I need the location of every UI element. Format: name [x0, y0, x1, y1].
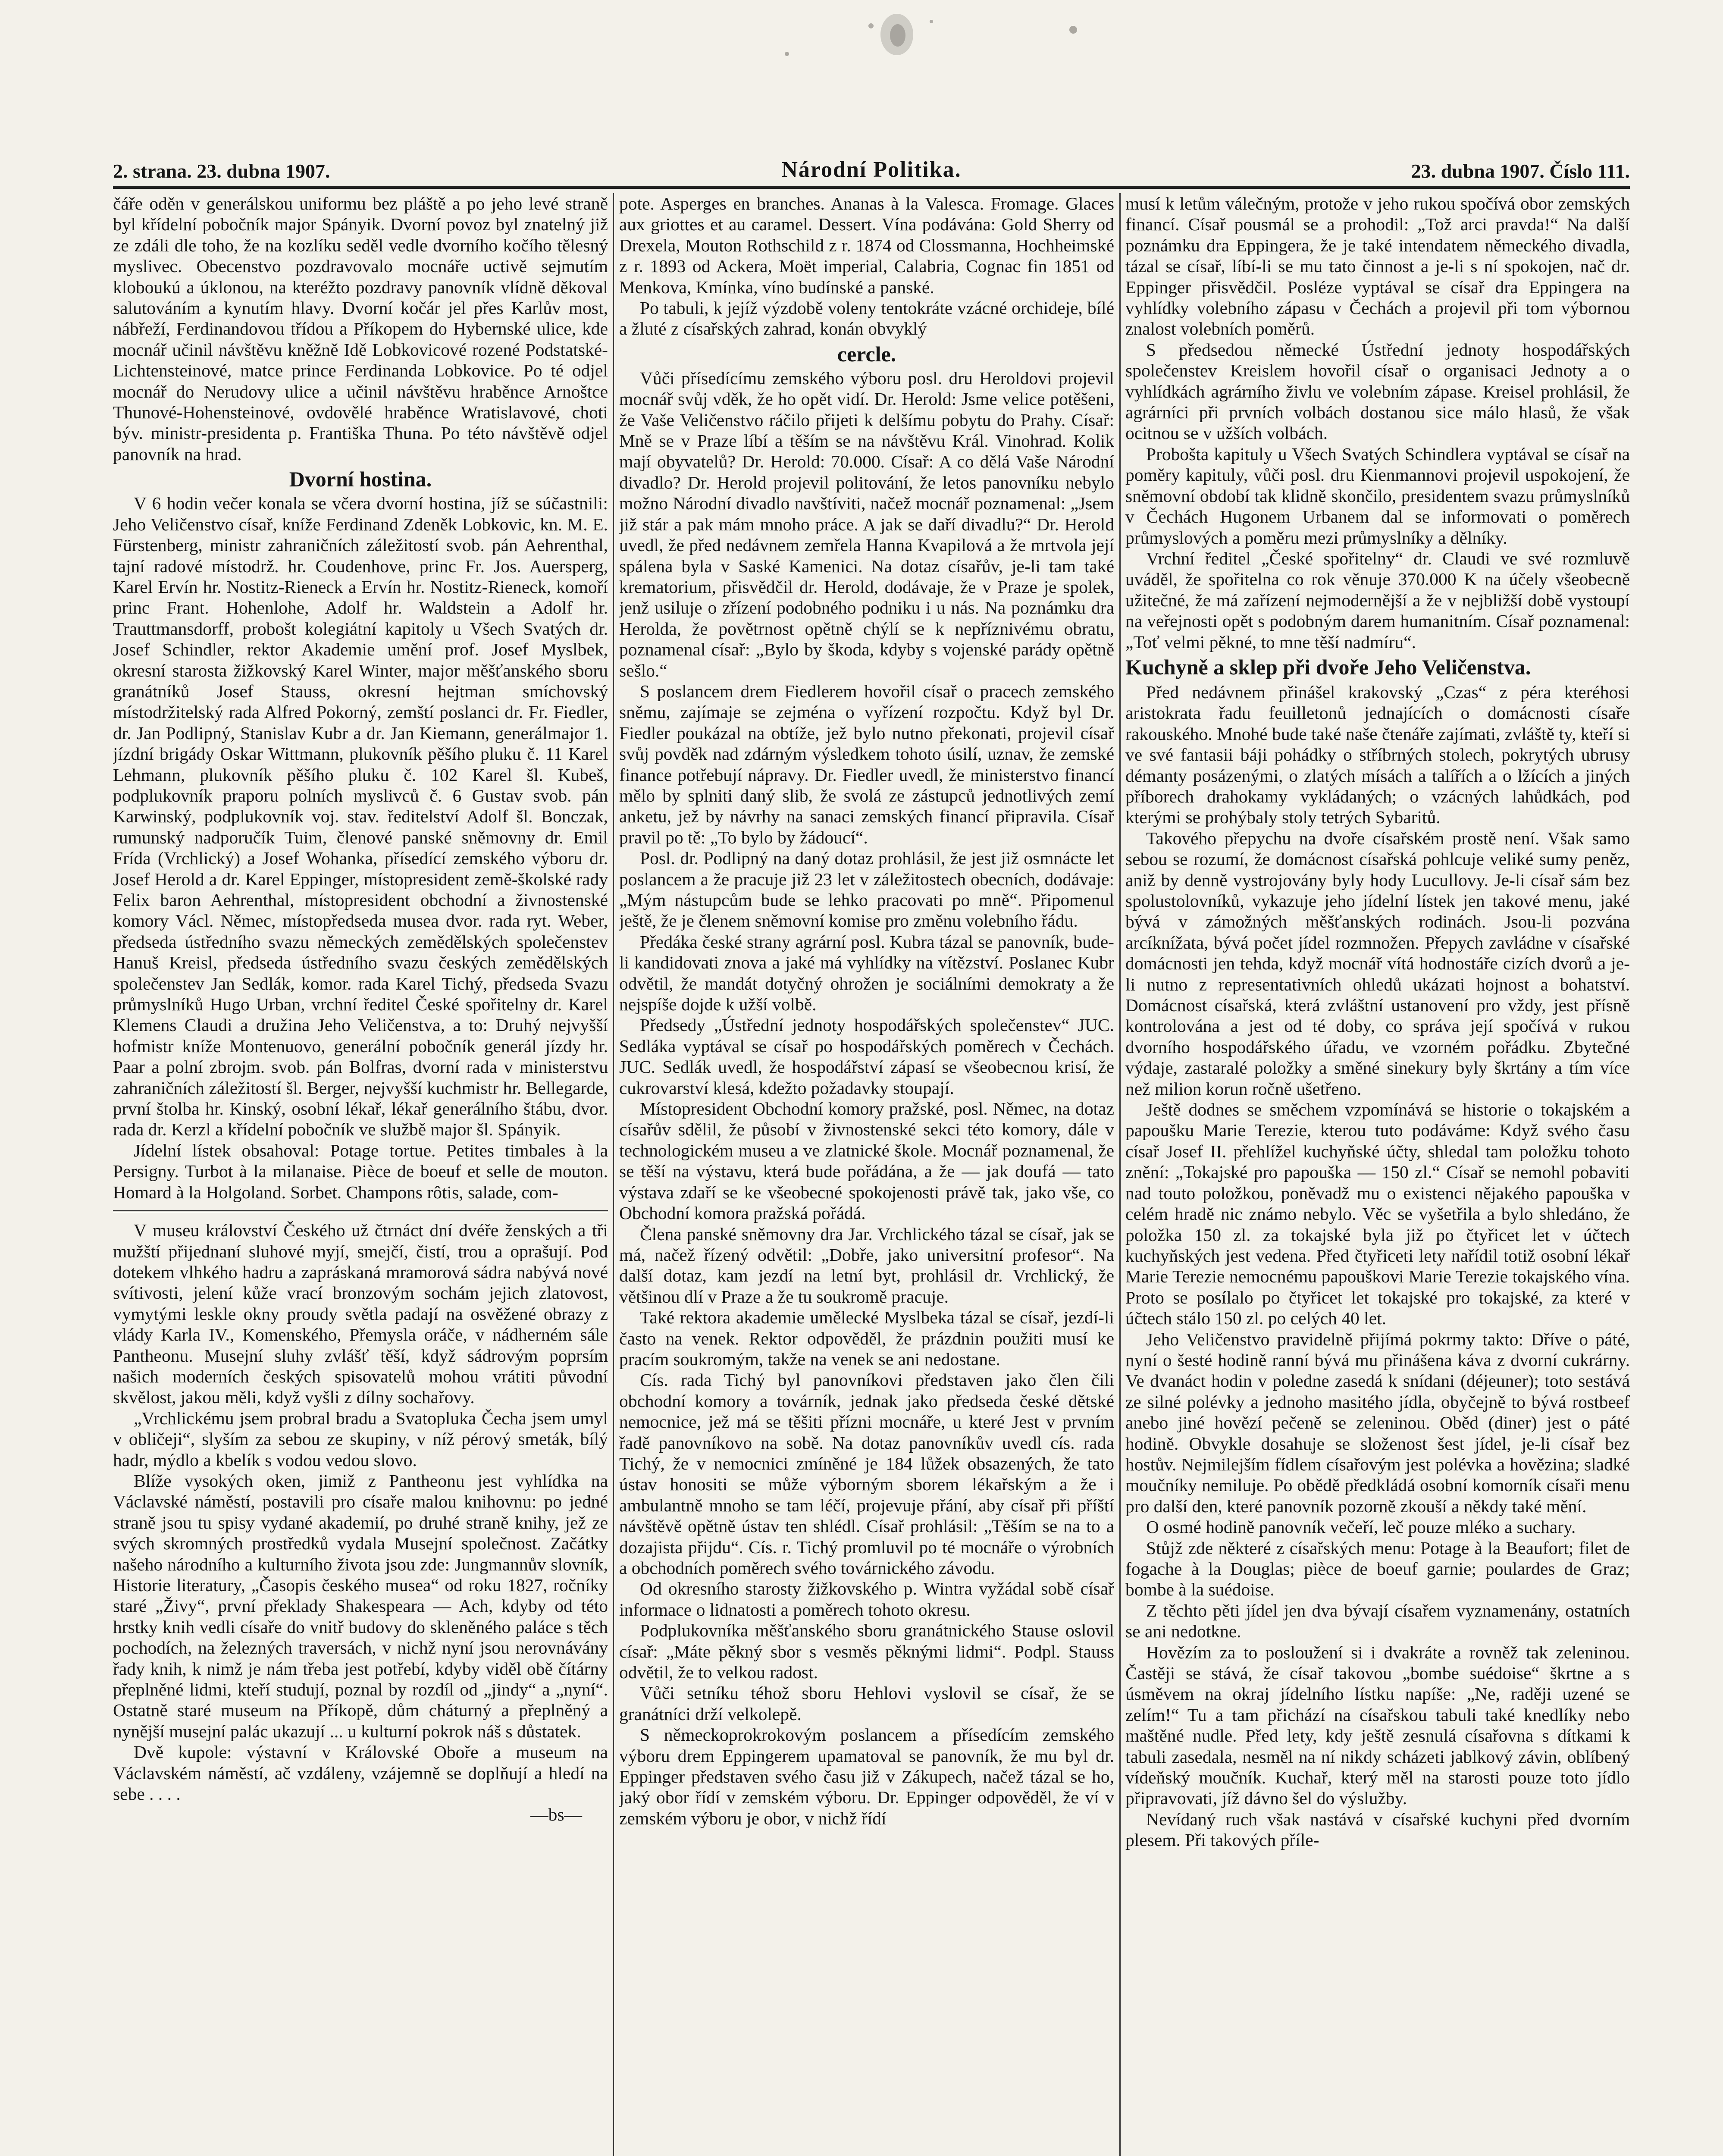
paragraph: O osmé hodině panovník večeří, leč pouze mléko a suchary.	[1146, 1517, 1576, 1537]
header-rule	[113, 186, 1630, 189]
paragraph: Ještě dodnes se směchem vzpomínává se historie o tokajském a papoušku Marie Terezie, kterou tuto podáváme: Když svého času císař Josef II. přehlížel kuchyňské účty, shledal tam položku tohoto znění: „Tokajské pro papouška — 150 zl.“ Císař se nemohl pobaviti nad touto položkou, poněvadž mu o existenci nějakého papouška v celém hradě nic známo nebylo. Věc se vyšetřila a bylo shledáno, že položka 150 zl. za tokajské byla již po čtyřicet let v účtech kuchyňských jest vedena. Před čtyřiceti lety nařídil totiž osobní lékař Marie Terezie nemocnému papouškovi Marie Terezie tokajského vína. Proto se posílalo po čtyřicet let tokajské pro tokajské, za které v účtech stálo 150 zl. po celých 40 let.	[1125, 1100, 1630, 1329]
scan-speck	[785, 52, 789, 56]
header-date-issue: 23. dubna 1907. Číslo 111.	[1411, 160, 1630, 182]
paragraph: Z těchto pěti jídel jen dva bývají císařem vyznamenány, ostatních se ani nedotkne.	[1125, 1600, 1630, 1642]
paragraph: Blíže vysokých oken, jimiž z Pantheonu jest vyhlídka na Václavské náměstí, postavili pro císaře malou knihovnu: po jedné straně jsou tu spisy vydané akademií, po druhé straně knihy, jež ze svých skromných prostředků vydala Musejní společnost. Začátky našeho národního a kulturního života jsou zde: Jungmannův slovník, Historie literatury, „Časopis českého musea“ od roku 1827, ročníky staré „Živy“, první překlady Shakespeara — Ach, kdyby od této hrstky knih vedli císaře do vnitř budovy do skleněného paláce s těch pochodích, na železných traversách, v nichž nyní jsou nerovnávány řady knih, k nimž je nám třeba jest potřebí, kdyby viděl obě čítárny přeplněné lidmi, kteří studují, poznal by rozdíl od „jindy“ a „nyní“. Ostatně staré museum na Příkopě, dům cháturný a přeplněný a nynější musejní palác ukazují ... u kulturní pokrok náš s důstatek.	[113, 1470, 608, 1741]
paragraph: Stůjž zde některé z císařských menu: Potage à la Beaufort; filet de fogache à la Douglas; pièce de boeuf garnie; poulardes de Graz; bombe à la suédoise.	[1125, 1538, 1630, 1600]
paragraph: Nevídaný ruch však nastává v císařské kuchyni před dvorním plesem. Při takových příle-	[1125, 1809, 1630, 1850]
paragraph: Hovězím za to posloužení si i dvakráte a rovněž tak zeleninou. Častěji se stává, že císař takovou „bombe suédoise“ škrtne a s úsměvem na okraj jídelního lístku napíše: „Ne, raději uzené se zelím!“ Tu a tam přichází na císařskou tabuli také knedlíky nebo maštěné nudle. Před lety, kdy ještě zesnulá císařovna s dítkami k tabuli zasedala, nesměl na ní nikdy scházeti jablkový závin, oblíbený vídeňský moučník. Kuchař, který měl na starosti pouze toto jídlo připravovati, jíž dávno šel do výslužby.	[1125, 1642, 1630, 1808]
page-header	[113, 152, 1630, 186]
paragraph: V 6 hodin večer konala se včera dvorní hostina, jíž se súčastnili: Jeho Veličenstvo císař, kníže Ferdinand Zdeněk Lobkovic, kn. M. E. Fürstenberg, ministr zahraničních záležitostí svob. pán Aehrenthal, tajní radové místodrž. hr. Coudenhove, princ Fr. Jos. Auersperg, Karel Ervín hr. Nostitz-Rieneck a Ervín hr. Nostitz-Rieneck, komoří princ Frant. Hohenlohe, Adolf hr. Waldstein a Adolf hr. Trauttmansdorff, probošt kolegiátní kapitoly u Všech Svatých dr. Josef Schindler, rektor Akademie umění prof. Josef Myslbek, okresní starosta žižkovský Karel Winter, major měšťanského sboru granátníků Josef Stauss, okresní hejtman smíchovský místodržitelský rada Alfred Pokorný, zemští poslanci dr. Fr. Fiedler, dr. Jan Podlipný, Stanislav Kubr a dr. Jan Kiemann, generálmajor 1. jízdní brigády Oskar Wittmann, plukovník pěšího pluku č. 11 Karel Lehmann, plukovník pěšího pluku č. 102 Karel šl. Kubeš, podplukovník praporu polních myslivců č. 6 Gustav svob. pán Karwinský, podplukovník voj. stav. ředitelství Adolf šl. Bonczak, rumunský nadporučík Tuim, členové panské sněmovny dr. Emil Frída (Vrchlický) a Josef Wohanka, přísedící zemského výboru dr. Josef Herold a dr. Karel Eppinger, místopresident země-školské rady Felix baron Aehrenthal, místopresident obchodní a živnostenské komory Václ. Němec, místopředseda musea dvor. rada ryt. Weber, předseda ústředního svazu německých zemědělských společenstev Hanuš Kreisl, předseda ústředního svazu českých zemědělských společenstev Jan Sedlák, komor. rada Karel Tichý, předseda Svazu průmyslníků Hugo Urban, vrchní ředitel České spořitelny dr. Karel Klemens Claudi a družina Jeho Veličenstva, a to: Druhý nejvyšší hofmistr kníže Montenuovo, generální pobočník generál jízdy hr. Paar a polní zbrojm. svob. pán Bolfras, dvorní rada v ministerstvu zahraničních záležitostí šl. Berger, nejvyšší kuchmistr hr. Bellegarde, první štolba hr. Kinský, osobní lékař, lékař generálního štábu, dvor. rada dr. Kerzl a křídelní pobočník ve službě major šl. Spányik.	[113, 493, 608, 1140]
paragraph: Posl. dr. Podlipný na daný dotaz prohlásil, že jest již osmnácte let poslancem a že pracuje již 23 let v záležitostech obecních, dodávaje: „Mým nástupcům bude se lehko pracovati po mně“. Připomenul ještě, že je členem sněmovní komise pro změnu volebního řádu.	[619, 848, 1114, 931]
section-heading-cercle: cercle.	[837, 342, 896, 366]
column-3	[1125, 193, 1630, 2156]
author-signature: —bs—	[530, 1805, 582, 1825]
paragraph: S německoprokrokovým poslancem a přísedícím zemského výboru drem Eppingerem upamatoval se panovník, že mu byl dr. Eppinger představen svého času již v Zákupech, načež tázal se ho, jaký obor řídí v zemském výboru. Dr. Eppinger odpověděl, že ví v zemském výboru je obor, v nichž řídí	[619, 1725, 1114, 1828]
paragraph: Vůči přísedícímu zemského výboru posl. dru Heroldovi projevil mocnář svůj vděk, že ho opět vidí. Dr. Herold: Jsme velice potěšeni, že Vaše Veličenstvo ráčilo přijeti k delšímu pobytu do Prahy. Císař: Mně se v Praze líbí a těším se na návštěvu Král. Vinohrad. Kolik mají obyvatelů? Dr. Herold: 70.000. Císař: A co dělá Vaše Národní divadlo? Dr. Herold projevil politování, že letos panovníku nebylo možno Národní divadlo navštíviti, načež mocnář poznamenal: „Jsem již stár a pak mám mnoho práce. A jak se daří divadlu?“ Dr. Herold uvedl, že před nedávnem zemřela Hanna Kvapilová a že mrtvola její spálena byla v Saské Kamenici. Na dotaz císařův, je-li tam také krematorium, přisvědčil dr. Herold, dodávaje, že v Praze je spolek, jenž usiluje o zřízení podobného podniku i u nás. Na poznámku dra Herolda, že povětrnost opětně chýlí se k nepříznivému obratu, poznamenal císař: „Bylo by škoda, kdyby s vojenské parády opětně sešlo.“	[619, 368, 1114, 680]
paragraph: Vrchní ředitel „České spořitelny“ dr. Claudi ve své rozmluvě uváděl, že spořitelna co rok věnuje 370.000 K na účely všeobecně užitečné, že má zařízení nejmodernější a že v nejbližší době vystoupí na veřejnosti opět s podobným darem humanitním. Císař poznamenal: „Toť velmi pěkné, to mne těší nadmíru“.	[1125, 548, 1630, 652]
paragraph: Také rektora akademie umělecké Myslbeka tázal se císař, jezdí-li často na venek. Rektor odpověděl, že prázdnin použiti musí ke pracím soukromým, takže na venek se ani nedostane.	[619, 1307, 1114, 1369]
paragraph: Od okresního starosty žižkovského p. Wintra vyžádal sobě císař informace o lidnatosti a poměrech tohoto okresu.	[619, 1579, 1114, 1620]
column-2	[619, 193, 1114, 2156]
section-heading-kuchyne: Kuchyně a sklep při dvoře Jeho Veličenstva.	[1125, 655, 1531, 679]
paragraph: Probošta kapituly u Všech Svatých Schindlera vyptával se císař na poměry kapituly, vůči posl. dru Kienmannovi projevil uspokojení, že sněmovní období tak klidně skončilo, presidentem svazu průmyslníků v Čechách Hugonem Urbanem dal se informovati o poměrech průmyslových a poměru mezi průmyslníky a dělníky.	[1125, 444, 1630, 548]
header-date-left: 2. strana. 23. dubna 1907.	[113, 160, 330, 182]
paragraph: „Vrchlickému jsem probral bradu a Svatopluka Čecha jsem umyl v obličeji“, slyším za sebou ze skupiny, v níž pérový smeták, bílý hadr, mýdlo a kbelík s vodou vedou slovo.	[113, 1408, 608, 1470]
paragraph: Cís. rada Tichý byl panovníkovi představen jako člen čili obchodní komory a továrník, jednak jako předseda české dětské nemocnice, jež má se těšiti přízni mocnáře, u které Jest v prvním řadě panovníkovo na sobě. Na dotaz panovníkův uvedl cís. rada Tichý, že v nemocnici zmíněné je 184 lůžek obsazených, že tato ústav honositi se může výborným sborem lékařským a že i ambulantně mnoho se tam léčí, projevuje přání, aby císař při příští návštěvě opětně ústav ten shlédl. Císař prohlásil: „Těším se na to a dozajista přijdu“. Cís. r. Tichý promluvil po té mocnáře o výrobních a obchodních poměrech svého továrnického závodu.	[619, 1370, 1114, 1578]
paragraph: V museu království Českého už čtrnáct dní dvéře ženských a tři mužští přijednaní sluhové myjí, smejčí, čistí, trou a oprašují. Pod dotekem vlhkého hadru a zapráskaná mramorová sádra nabývá nové svítivosti, jelení kůže vrací bronzovým sochám jejich zlatovost, vymytými leskle okny proudy světla padají na osvěžené obrazy z vlády Karla IV., Komenského, Přemysla oráče, v nádherném sále Pantheonu. Musejní sluhy zvlášť těší, když sádrovým poprsím našich moderních českých spisovatelů mohou vrátiti původní skvělost, jakou měli, když vyšli z dílny sochařovy.	[113, 1220, 608, 1407]
paragraph: Podplukovníka měšťanského sboru granátnického Stause oslovil císař: „Máte pěkný sbor s vesměs pěknými lidmi“. Podpl. Stauss odvětil, že to velkou radost.	[619, 1620, 1114, 1683]
paragraph: čáře oděn v generálskou uniformu bez pláště a po jeho levé straně byl křídelní pobočník major Spányik. Dvorní povoz byl znatelný již ze zdáli dle toho, že na kozlíku seděl vedle dvorního kočího tělesný myslivec. Obecenstvo pozdravovalo mocnáře uctivě sejmutím kloboukú a úklonou, na kteréžto pozdravy panovník vlídně děkoval salutováním a kynutím hlavy. Dvorní kočár jel přes Karlův most, nábřeží, Ferdinandovou třídou a Příkopem do Hybernské ulice, kde mocnář učinil návštěvu kněžně Idě Lobkovicové rozené Podstatské-Lichtensteinové, matce prince Ferdinanda Lobkovice. Po té odjel mocnář do Nerudovy ulice a učinil návštěvu hraběnce Arnoštce Thunové-Hohensteinové, ovdovělé hraběnce Wratislavové, choti býv. ministr-presidenta p. Františka Thuna. Po této návštěvě odjel panovník na hrad.	[113, 194, 608, 464]
paragraph: Před nedávnem přinášel krakovský „Czas“ z péra kteréhosi aristokrata řadu feuilletonů jednajících o domácnosti císaře rakouského. Mnohé bude také naše čtenáře zajímati, zvláště ty, kteří si ve své fantasii báji pohádky o stříbrných stolech, pokrytých ubrusy démanty posázenými, o zlatých mísách a talířích a o lžících a jiných příborech drahokamy vykládaných; o vzácných lahůdkách, pod kterými se prohýbaly stoly tetrých Sybaritů.	[1125, 682, 1630, 827]
section-heading-dvorni-hostina: Dvorní hostina.	[289, 467, 432, 492]
column-divider-2	[1119, 193, 1121, 2156]
scan-speck	[1069, 26, 1077, 34]
masthead-title: Národní Politika.	[781, 157, 962, 182]
paragraph: S poslancem drem Fiedlerem hovořil císař o pracech zemského sněmu, zajímaje se zejména o vyřízení rozpočtu. Když byl Dr. Fiedler poukázal na obtíže, jež bylo nutno překonati, projevil císař svůj povděk nad zdárným výsledkem tohoto úsilí, uznav, že zemské finance potřebují nápravy. Dr. Fiedler uvedl, že ministerstvo financí mělo by splniti daný slib, že svolá ze zástupců jednotlivých zemí anketu, jež by návrhy na sanaci zemských financí připravila. Císař pravil po tě: „To bylo by žádoucí“.	[619, 681, 1114, 847]
paragraph: musí k letům válečným, protože v jeho rukou spočívá obor zemských financí. Císař pousmál se a prohodil: „Tož arci pravda!“ Na další poznámku dra Eppingera, že je také intendatem německého divadla, tázal se císař, líbí-li se mu tato činnost a je-li s ní spokojen, nač dr. Eppinger přisvědčil. Posléze vyptával se císař dra Eppingera na vyhlídky volebního zápasu v Čechách a projevil při tom výbornou znalost volebních poměrů.	[1125, 194, 1630, 339]
scan-smudge	[845, 9, 957, 69]
paragraph: Člena panské sněmovny dra Jar. Vrchlického tázal se císař, jak se má, načež řízený odvětil: „Dobře, jako universitní profesor“. Na další dotaz, kam jezdí na letní byt, prohlásil dr. Vrchlický, že většinou dlí v Praze a že tu soukromě pracuje.	[619, 1224, 1114, 1307]
paragraph: S předsedou německé Ústřední jednoty hospodářských společenstev Kreislem hovořil císař o organisaci Jednoty a o vyhlídkách agrárního živlu ve volebním zápase. Kreisel prohlásil, že agrárníci při prvních volbách dostanou sice málo hlasů, že však ocitnou se v užších volbách.	[1125, 339, 1630, 443]
paragraph: Předsedy „Ústřední jednoty hospodářských společenstev“ JUC. Sedláka vyptával se císař po hospodářských poměrech v Čechách. JUC. Sedlák uvedl, že hospodářství zápasí se všeobecnou krisí, že cukrovarství klesá, kdežto požadavky stoupají.	[619, 1015, 1114, 1098]
paragraph: Předáka české strany agrární posl. Kubra tázal se panovník, bude-li kandidovati znova a jaké má vyhlídky na vítězství. Poslanec Kubr odvětil, že mandát dotyčný ohrožen je sociálními demokraty a že nejspíše dojde k užší volbě.	[619, 931, 1114, 1015]
paragraph: Dvě kupole: výstavní v Královské Oboře a museum na Václavském náměstí, ač vzdáleny, vzájemně se doplňují a hledí na sebe . . . .	[113, 1742, 608, 1804]
paragraph: Takového přepychu na dvoře císařském prostě není. Však samo sebou se rozumí, že domácnost císařská pohlcuje veliké sumy peněz, aniž by denně vystrojovány byly hody Lucullovy. Je-li císař sám bez spolustolovníků, vykazuje jeho jídelní lístek jen takové menu, jaké bývá v zámožných měšťanských rodinách. Jsou-li pozvána arcíknížata, bývá počet jídel rozmnožen. Přepych zavládne v císařské domácnosti jen tehda, když mocnář vítá hodnostáře cizích dvorů a je-li nutno z representativních ohledů ukázati hojnost a bohatství. Domácnost císařská, která zvláštní ustanovení pro vždy, jest přísně kontrolována a jest od té doby, co správa její spočívá v rukou dvorního hospodářského úřadu, ve vzorném pořádku. Zbytečné výdaje, zastaralé položky a směné sinekury byly škrtány a tím více než milion korun ročně ušetřeno.	[1125, 828, 1630, 1099]
column-divider-1	[613, 193, 614, 2156]
paragraph: Po tabuli, k jejíž výzdobě voleny tentokráte vzácné orchideje, bílé a žluté z císařských zahrad, konán obvyklý	[619, 298, 1114, 339]
section-separator	[113, 1210, 608, 1215]
paragraph: Jídelní lístek obsahoval: Potage tortue. Petites timbales à la Persigny. Turbot à la milanaise. Pièce de boeuf et selle de mouton. Homard à la Holgoland. Sorbet. Champons rôtis, salade, com-	[113, 1140, 608, 1202]
paragraph: Jeho Veličenstvo pravidelně přijímá pokrmy takto: Dříve o páté, nyní o šesté hodině ranní bývá mu přinášena káva z dvorní cukrárny. Ve dvanáct hodin v poledne zasedá k snídani (déjeuner); toto sestává ze silné polévky a jednoho masitého jídla, obyčejně to bývá rostbeef anebo jiné hovězí pečeně se zeleninou. Oběd (diner) jest o páté hodině. Obvykle dosahuje se složenost šest jídel, je-li císař bez hostův. Nejmilejším fídlem císařovým jest polévka a hovězina; sladké moučníky nemiluje. Po obědě předkládá osobní komorník císaři menu pro další den, které panovník pozorně zkouší a někdy také mění.	[1125, 1329, 1630, 1516]
paragraph: pote. Asperges en branches. Ananas à la Valesca. Fromage. Glaces aux griottes et au caramel. Dessert. Vína podávána: Gold Sherry od Drexela, Mouton Rothschild z r. 1874 od Clossmanna, Hochheimské z r. 1893 od Ackera, Moët imperial, Calabria, Cognac fin 1851 od Menkova, Kmínka, víno budínské a panské.	[619, 194, 1114, 297]
paragraph: Místopresident Obchodní komory pražské, posl. Němec, na dotaz císařův sdělil, že působí v živnostenské sekci této komory, dále v technologickém museu a ve zlatnické škole. Mocnář poznamenal, že se těší na výstavu, která bude pořádána, a že — jak doufá — tato výstava zdaří se ke všeobecné spokojenosti právě tak, jako vše, co Obchodní komora pražská pořádá.	[619, 1099, 1114, 1223]
paragraph: Vůči setníku téhož sboru Hehlovi vyslovil se císař, že se granátníci drží velkolepě.	[619, 1683, 1114, 1724]
column-1	[113, 193, 608, 2156]
